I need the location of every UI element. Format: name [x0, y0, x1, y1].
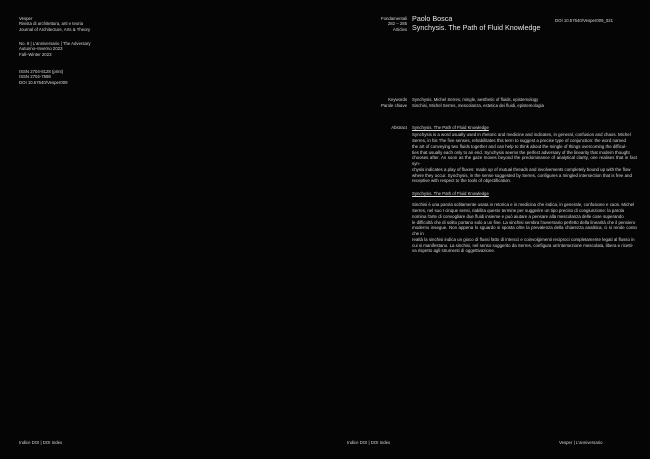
abstract-en-line: ties that usually each only to an end. Synchysis seems the perfect adversary of the linearity that modern thought: [412, 149, 630, 155]
identifiers-block: [19, 69, 139, 85]
abstract-it-heading: Synchysis. The Path of Fluid Knowledge: [412, 191, 489, 196]
abstract-en-line: the art of conveying two fluids together and can help to think about the mingle of things overcoming the difficul-: [412, 143, 627, 149]
article-doi: DOI 10.57640/Vesper009_021: [555, 18, 614, 23]
journal-subtitle-it: Rivista di architettura, arti e teoria: [19, 21, 84, 27]
abstract-it-line: nomina l'arte di convogliare due fluidi insieme e può aiutare a pensare alla mescolanza delle cose superando: [412, 213, 624, 219]
issue-season-en: Fall–Winter 2023: [19, 51, 52, 57]
abstract-en-line: chooses after. As soon as the gaze moves beyond the predominance of analytical clarity, one realises that in fact syn-: [412, 155, 637, 167]
footer-left: Indice DOI | DOI Index: [19, 440, 63, 445]
keywords-label: Keywords: [388, 97, 407, 102]
abstract-en-line: Serres, in his The five senses, rehabilitates this term to suggest a precise type of conjunction: the word named: [412, 138, 626, 144]
abstract-en-line: receptive with respect to the tools of objectification.: [412, 178, 512, 184]
pages-label: 282 – 285: [387, 21, 407, 27]
abstract-en-heading: Synchysis. The Path of Fluid Knowledge: [412, 125, 489, 130]
keywords-value: Synchysis, Michel Serres, mingle, aesthetic of fluids, epistemology: [412, 97, 539, 102]
abstract-en-line: where they occur. Synchysis, in the sense suggested by Serres, configures a mingled intersection that is free and: [412, 172, 632, 178]
footer-right: Vesper | L'anniversario: [559, 440, 603, 445]
issue-season-it: Autunno–Inverno 2023: [19, 46, 63, 52]
journal-block: [19, 16, 139, 32]
abstract-it-line: va rispetto agli strumenti di oggettivazione.: [412, 248, 495, 254]
article-heading: [412, 15, 562, 32]
abstract-it-body: [412, 202, 637, 254]
abstract-it: [412, 191, 637, 254]
abstract-it-line: le difficoltà che di solito portano solo a un fine. La sinchisi sembra l'avversario perfetto della linearità che il pensiero: [412, 219, 636, 225]
journal-name: Vesper: [19, 16, 33, 21]
footer-center: Indice DOI | DOI Index: [347, 440, 391, 445]
abstract-en-line: Synchysis is a word usually used in rhetoric and medicine and indicates, in general, confusion and chaos. Michel: [412, 132, 631, 138]
abstract-it-line: Serres, nel suo I cinque sensi, riabilita questo termine per suggerire un tipo preciso di congiunzione: la parola: [412, 208, 625, 214]
journal-subtitle-en: Journal of Architecture, Arts & Theory: [19, 26, 91, 32]
abstract-it-line: moderno insegue. Non appena lo sguardo si sposta oltre la prevalenza della chiarezza analitica, ci si rende conto che in: [412, 225, 637, 237]
parole-chiave-label: Parole chiave: [380, 103, 407, 108]
parole-chiave-value: Sinchisi, Michel Serres, mescolanza, estetica dei fluidi, epistemologia: [412, 103, 544, 108]
type-label: Articles: [392, 26, 407, 32]
issue-number: No. 9 | L'anniversario | The Adversary: [19, 41, 91, 46]
issn-online: ISSN 2704-7598: [19, 74, 51, 80]
abstract-en: [412, 125, 637, 184]
issn-print: ISSN 2704-8128 (print): [19, 69, 64, 74]
abstract-en-line: chysis indicates a play of fluxes: made up of mutual threads and involvements completely bound up with the flow: [412, 166, 631, 172]
section-label: Fondamentali: [380, 16, 407, 21]
abstract-it-line: Sinchisi è una parola solitamente usata in retorica e in medicina che indica, in generale, confusione e caos. Michel: [412, 202, 635, 208]
author-name: Paolo Bosca: [412, 14, 453, 23]
abstract-it-line: cui si manifestano. La sinchisi, nel senso suggerito da Serres, configura un'intersezione mescolata, libera e ricetti-: [412, 242, 634, 248]
abstract-label: Abstract: [391, 125, 407, 130]
article-meta-labels: [330, 16, 407, 32]
issue-doi: DOI 10.57640/Vesper009: [19, 79, 68, 85]
article-title: Synchysis. The Path of Fluid Knowledge: [412, 22, 541, 32]
abstract-en-body: [412, 132, 637, 184]
issue-block: [19, 41, 139, 57]
abstract-it-line: realtà la sinchisi indica un gioco di flussi fatto di intrecci e coinvolgimenti reciproci completamente legati al flusso in: [412, 236, 635, 242]
